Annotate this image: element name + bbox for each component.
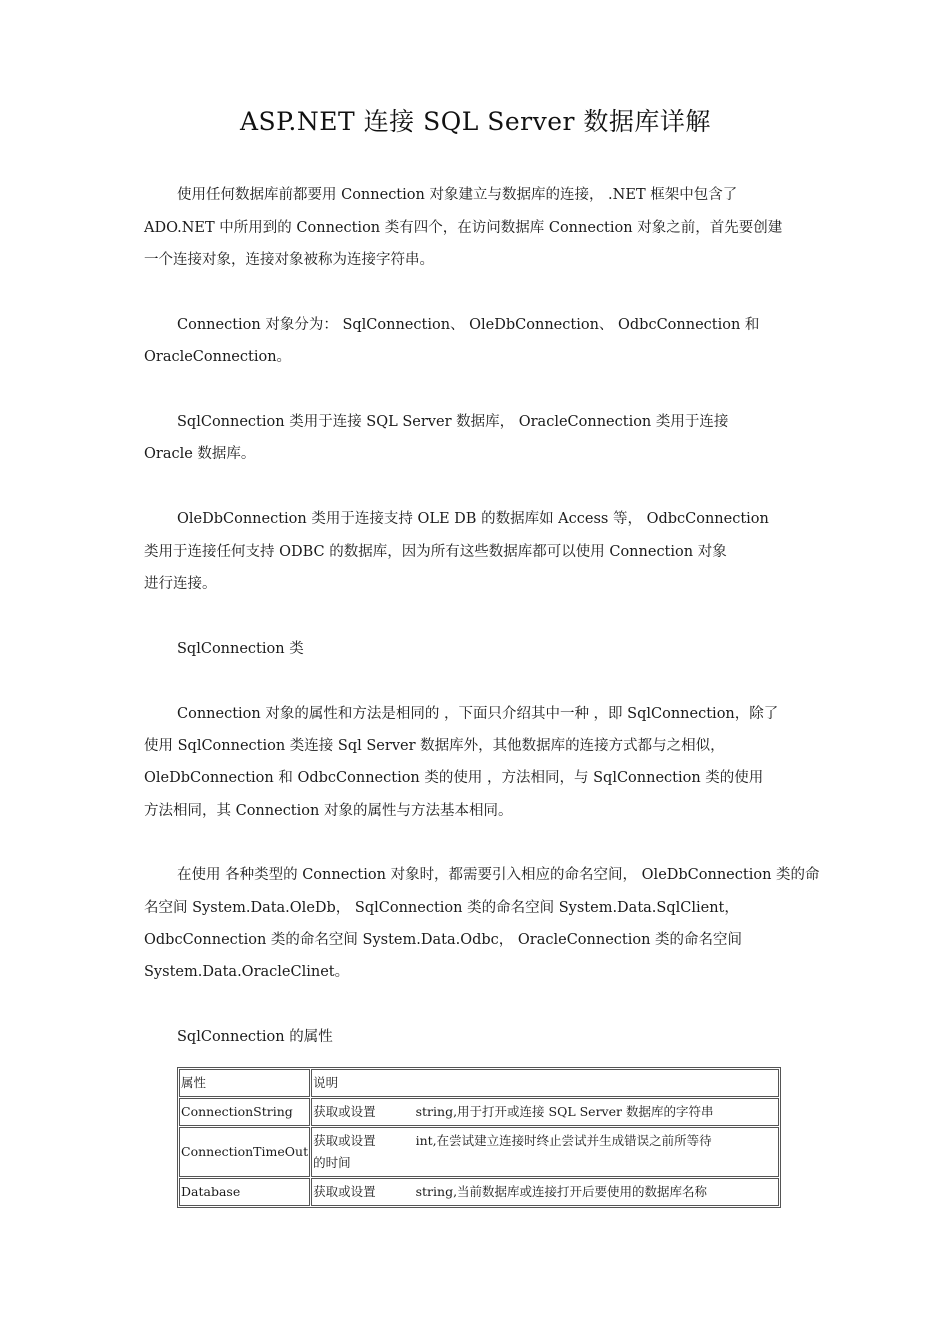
text-line: Oracle 数据库。 [144,446,256,462]
table-header-row [179,1069,779,1097]
text-line: 使用任何数据库前都要用 Connection 对象建立与数据库的连接， .NET 框架中包含了 [177,187,738,203]
text-line: ADO.NET 中所用到的 Connection 类有四个，在访问数据库 Connection 对象之前，首先要创建 [144,220,783,236]
table-row [179,1178,779,1206]
property-access: 获取或设置 [313,1133,376,1148]
table-header-cell: 属性 [179,1069,310,1097]
section-heading: SqlConnection 类 [177,641,304,657]
property-name: ConnectionString [179,1098,310,1126]
text-line: OleDbConnection 和 OdbcConnection 类的使用 ，方法相同，与 SqlConnection 类的使用 [144,770,764,786]
properties-table [177,1067,781,1208]
text-line: 在使用 各种类型的 Connection 对象时，都需要引入相应的命名空间， OleDbConnection 类的命 [177,867,820,883]
property-access: 获取或设置 [313,1184,376,1199]
table-row [179,1127,779,1177]
property-desc-text: int,在尝试建立连接时终止尝试并生成错误之前所等待 [415,1133,712,1148]
page-title: ASP.NET 连接 SQL Server 数据库详解 [240,107,711,136]
property-name: ConnectionTimeOut [179,1127,310,1177]
text-line: 使用 SqlConnection 类连接 Sql Server 数据库外，其他数据库的连接方式都与之相似， [144,738,725,754]
text-line: 类用于连接任何支持 ODBC 的数据库，因为所有这些数据库都可以使用 Connection 对象 [144,544,727,560]
text-line: OracleConnection。 [144,349,292,365]
text-line: Connection 对象的属性和方法是相同的 ，下面只介绍其中一种 ，即 SqlConnection，除了 [177,706,779,722]
text-line: OleDbConnection 类用于连接支持 OLE DB 的数据库如 Access 等， OdbcConnection [177,511,769,527]
text-line: 进行连接。 [144,576,217,592]
text-line: SqlConnection 类用于连接 SQL Server 数据库， OracleConnection 类用于连接 [177,414,729,430]
table-row [179,1098,779,1126]
text-line: System.Data.OracleClinet。 [144,964,350,980]
text-line: 一个连接对象，连接对象被称为连接字符串。 [144,252,434,268]
property-name: Database [179,1178,310,1206]
property-desc-text: string,当前数据库或连接打开后要使用的数据库名称 [415,1184,708,1199]
property-description [311,1098,779,1126]
property-description [311,1127,779,1177]
table-header-cell: 说明 [311,1069,779,1097]
property-desc-text: 的时间 [313,1155,351,1170]
text-line: OdbcConnection 类的命名空间 System.Data.Odbc， OracleConnection 类的命名空间 [144,932,743,948]
property-access: 获取或设置 [313,1104,376,1119]
text-line: Connection 对象分为： SqlConnection、 OleDbConnection、 OdbcConnection 和 [177,317,760,333]
text-line: 名空间 System.Data.OleDb， SqlConnection 类的命名空间 System.Data.SqlClient， [144,900,739,916]
property-desc-text: string,用于打开或连接 SQL Server 数据库的字符串 [415,1104,714,1119]
section-heading: SqlConnection 的属性 [177,1029,333,1045]
text-line: 方法相同，其 Connection 对象的属性与方法基本相同。 [144,803,513,819]
property-description [311,1178,779,1206]
